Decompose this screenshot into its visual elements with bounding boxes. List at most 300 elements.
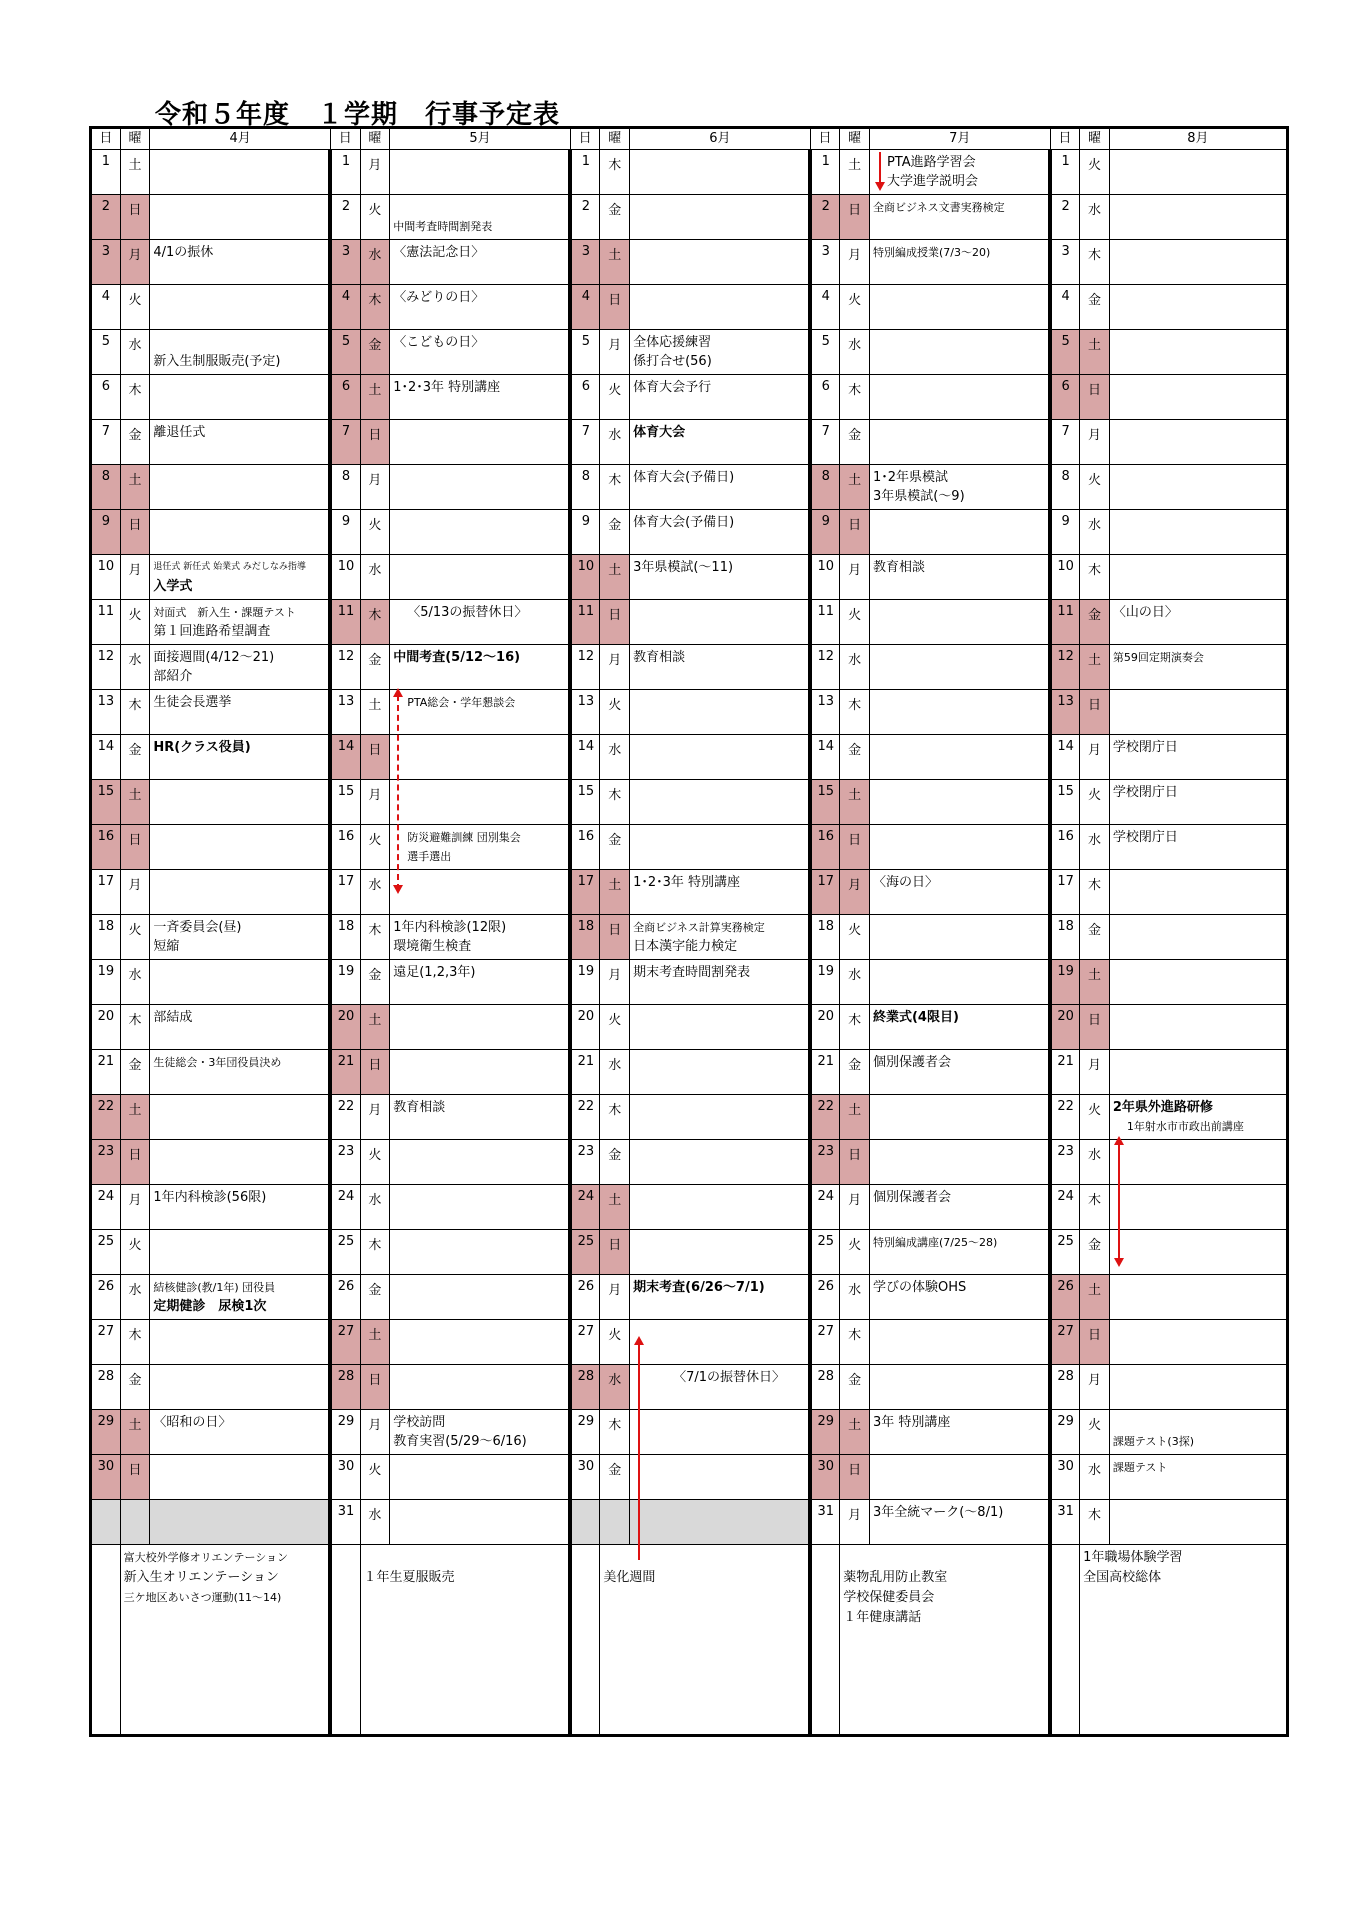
weekday: 土 bbox=[600, 870, 630, 915]
weekday: 土 bbox=[360, 1005, 390, 1050]
weekday: 日 bbox=[120, 195, 150, 240]
weekday: 月 bbox=[600, 330, 630, 375]
day-number: 6 bbox=[570, 375, 600, 420]
event-cell bbox=[1109, 195, 1287, 240]
day-number: 30 bbox=[91, 1455, 121, 1500]
day-number: 10 bbox=[810, 555, 840, 600]
event-cell bbox=[1109, 1230, 1287, 1275]
weekday: 火 bbox=[1080, 150, 1110, 195]
day-number: 20 bbox=[91, 1005, 121, 1050]
weekday: 木 bbox=[1080, 1500, 1110, 1545]
event-line: 学校閉庁日 bbox=[1112, 830, 1178, 845]
table-row bbox=[91, 375, 1288, 420]
day-number: 1 bbox=[570, 150, 600, 195]
event-line: 日本漢字能力検定 bbox=[633, 939, 738, 954]
event-line: 2年県外進路研修 bbox=[1112, 1100, 1213, 1115]
event-cell bbox=[390, 1005, 571, 1050]
weekday: 木 bbox=[840, 375, 870, 420]
weekday: 土 bbox=[120, 1410, 150, 1455]
day-number: 24 bbox=[1050, 1185, 1080, 1230]
day-number: 29 bbox=[1050, 1410, 1080, 1455]
day-number: 19 bbox=[91, 960, 121, 1005]
weekday: 水 bbox=[840, 645, 870, 690]
table-row bbox=[91, 960, 1288, 1005]
event-cell bbox=[150, 1365, 331, 1410]
event-cell bbox=[150, 780, 331, 825]
event-cell bbox=[1109, 1050, 1287, 1095]
event-line: 1･2･3年 特別講座 bbox=[633, 875, 741, 890]
day-number: 4 bbox=[91, 285, 121, 330]
weekday: 木 bbox=[600, 150, 630, 195]
footer-notes bbox=[120, 1545, 330, 1736]
weekday: 火 bbox=[1080, 780, 1110, 825]
event-line: 終業式(4限目) bbox=[872, 1010, 959, 1025]
event-cell bbox=[630, 735, 811, 780]
event-cell bbox=[630, 600, 811, 645]
event-cell bbox=[869, 1320, 1050, 1365]
event-cell bbox=[869, 870, 1050, 915]
event-line: 入学式 bbox=[153, 579, 193, 594]
event-cell bbox=[630, 420, 811, 465]
event-cell bbox=[1109, 1455, 1287, 1500]
day-number: 18 bbox=[91, 915, 121, 960]
table-row bbox=[91, 195, 1288, 240]
event-line: 中間考査時間割発表 bbox=[393, 220, 493, 233]
weekday: 日 bbox=[840, 510, 870, 555]
event-cell bbox=[390, 1185, 571, 1230]
event-line: 1年内科検診(12限) bbox=[393, 920, 507, 935]
day-number: 7 bbox=[330, 420, 360, 465]
weekday: 木 bbox=[600, 1410, 630, 1455]
weekday: 金 bbox=[840, 1365, 870, 1410]
event-line: 面接週間(4/12～21) bbox=[153, 650, 275, 665]
weekday: 月 bbox=[840, 240, 870, 285]
event-cell bbox=[390, 1410, 571, 1455]
event-line: 教育相談 bbox=[872, 560, 925, 575]
event-cell bbox=[1109, 1500, 1287, 1545]
weekday: 水 bbox=[120, 1275, 150, 1320]
arrow-down-icon bbox=[1114, 1258, 1124, 1267]
event-cell bbox=[630, 1050, 811, 1095]
weekday: 金 bbox=[600, 510, 630, 555]
weekday: 日 bbox=[360, 735, 390, 780]
day-number: 10 bbox=[570, 555, 600, 600]
event-line: 生徒総会・3年団役員決め bbox=[153, 1056, 282, 1069]
weekday: 金 bbox=[600, 195, 630, 240]
event-cell bbox=[869, 1500, 1050, 1545]
table-row bbox=[91, 1500, 1288, 1545]
event-cell bbox=[150, 600, 331, 645]
weekday: 土 bbox=[120, 1095, 150, 1140]
weekday: 土 bbox=[1080, 960, 1110, 1005]
table-row bbox=[91, 285, 1288, 330]
event-line: 第１回進路希望調査 bbox=[153, 624, 271, 639]
event-cell bbox=[630, 150, 811, 195]
arrow-down-icon bbox=[875, 182, 885, 191]
event-line: 学校閉庁日 bbox=[1112, 740, 1178, 755]
day-number: 26 bbox=[810, 1275, 840, 1320]
event-cell bbox=[630, 1140, 811, 1185]
weekday: 土 bbox=[360, 1320, 390, 1365]
day-number: 28 bbox=[330, 1365, 360, 1410]
event-cell bbox=[390, 915, 571, 960]
table-row bbox=[91, 420, 1288, 465]
weekday: 日 bbox=[840, 1455, 870, 1500]
header-day: 日 bbox=[570, 128, 600, 150]
day-number: 20 bbox=[810, 1005, 840, 1050]
event-line: 3年 特別講座 bbox=[872, 1415, 951, 1430]
weekday: 土 bbox=[600, 555, 630, 600]
event-cell bbox=[150, 330, 331, 375]
event-line: 学校訪問 bbox=[393, 1415, 446, 1430]
event-cell bbox=[390, 195, 571, 240]
weekday: 水 bbox=[1080, 510, 1110, 555]
event-cell bbox=[869, 375, 1050, 420]
event-cell bbox=[630, 960, 811, 1005]
event-line: 期末考査(6/26～7/1) bbox=[633, 1280, 765, 1295]
weekday: 木 bbox=[360, 600, 390, 645]
table-row bbox=[91, 1095, 1288, 1140]
weekday: 月 bbox=[360, 465, 390, 510]
event-cell bbox=[150, 240, 331, 285]
event-line: 対面式 新入生・課題テスト bbox=[153, 606, 296, 619]
table-row bbox=[91, 1410, 1288, 1455]
day-number: 19 bbox=[810, 960, 840, 1005]
event-cell bbox=[150, 1455, 331, 1500]
footer-note: 美化週間 bbox=[603, 1570, 656, 1585]
header-day: 日 bbox=[810, 128, 840, 150]
event-cell bbox=[390, 780, 571, 825]
weekday: 木 bbox=[120, 1005, 150, 1050]
schedule-table bbox=[89, 126, 1289, 1737]
weekday: 火 bbox=[600, 1320, 630, 1365]
page-title: 令和５年度 １学期 行事予定表 bbox=[155, 100, 561, 130]
event-cell bbox=[150, 690, 331, 735]
day-number: 29 bbox=[570, 1410, 600, 1455]
day-number: 5 bbox=[330, 330, 360, 375]
day-number: 7 bbox=[91, 420, 121, 465]
day-number: 18 bbox=[330, 915, 360, 960]
event-cell bbox=[390, 1365, 571, 1410]
day-number: 21 bbox=[810, 1050, 840, 1095]
event-cell bbox=[390, 600, 571, 645]
table-row bbox=[91, 1455, 1288, 1500]
header-weekday: 曜 bbox=[360, 128, 390, 150]
weekday: 月 bbox=[360, 150, 390, 195]
day-number: 21 bbox=[91, 1050, 121, 1095]
table-row bbox=[91, 555, 1288, 600]
weekday: 水 bbox=[360, 555, 390, 600]
day-number: 28 bbox=[810, 1365, 840, 1410]
footer-note: 全国高校総体 bbox=[1083, 1570, 1162, 1585]
weekday: 金 bbox=[360, 960, 390, 1005]
arrow-up-icon bbox=[634, 1336, 644, 1345]
weekday: 火 bbox=[600, 690, 630, 735]
event-line: 〈山の日〉 bbox=[1112, 605, 1178, 620]
day-number: 28 bbox=[570, 1365, 600, 1410]
day-number: 12 bbox=[91, 645, 121, 690]
footer-note: 薬物乱用防止教室 bbox=[843, 1570, 948, 1585]
weekday: 火 bbox=[840, 1230, 870, 1275]
event-cell bbox=[390, 285, 571, 330]
event-line: 課題テスト(3探) bbox=[1112, 1435, 1194, 1448]
day-number: 23 bbox=[330, 1140, 360, 1185]
event-cell bbox=[150, 555, 331, 600]
trip-range-line bbox=[1118, 1142, 1120, 1262]
day-number: 24 bbox=[810, 1185, 840, 1230]
event-line: 全商ビジネス文書実務検定 bbox=[872, 201, 1005, 214]
footer-note: 学校保健委員会 bbox=[843, 1590, 935, 1605]
day-number: 15 bbox=[570, 780, 600, 825]
event-line: 課題テスト bbox=[1112, 1461, 1168, 1474]
day-number: 15 bbox=[810, 780, 840, 825]
event-line: 〈5/13の振替休日〉 bbox=[407, 605, 528, 620]
weekday: 金 bbox=[360, 330, 390, 375]
day-number: 6 bbox=[810, 375, 840, 420]
event-cell bbox=[1109, 375, 1287, 420]
weekday: 日 bbox=[600, 285, 630, 330]
footer-row bbox=[91, 1545, 1288, 1736]
day-number: 1 bbox=[330, 150, 360, 195]
event-cell bbox=[1109, 915, 1287, 960]
table-row bbox=[91, 1185, 1288, 1230]
event-cell bbox=[390, 1455, 571, 1500]
table-row bbox=[91, 150, 1288, 195]
event-line: PTA総会・学年懇談会 bbox=[407, 696, 516, 709]
header-month-4: 4月 bbox=[150, 128, 331, 150]
event-cell bbox=[1109, 690, 1287, 735]
event-cell bbox=[150, 1005, 331, 1050]
weekday: 土 bbox=[840, 780, 870, 825]
event-cell bbox=[1109, 1140, 1287, 1185]
event-cell bbox=[1109, 780, 1287, 825]
day-number: 19 bbox=[1050, 960, 1080, 1005]
event-cell bbox=[630, 1005, 811, 1050]
weekday: 火 bbox=[120, 1230, 150, 1275]
weekday: 水 bbox=[840, 330, 870, 375]
day-number: 4 bbox=[810, 285, 840, 330]
day-number: 4 bbox=[330, 285, 360, 330]
weekday: 木 bbox=[840, 1005, 870, 1050]
weekday: 土 bbox=[840, 465, 870, 510]
day-number: 12 bbox=[810, 645, 840, 690]
event-cell bbox=[390, 690, 571, 735]
header-weekday: 曜 bbox=[1080, 128, 1110, 150]
day-number: 8 bbox=[570, 465, 600, 510]
event-cell bbox=[390, 375, 571, 420]
weekday: 木 bbox=[600, 1095, 630, 1140]
event-cell bbox=[1109, 1320, 1287, 1365]
event-cell bbox=[869, 960, 1050, 1005]
weekday: 日 bbox=[120, 825, 150, 870]
event-line: 生徒会長選挙 bbox=[153, 695, 232, 710]
event-cell bbox=[869, 780, 1050, 825]
table-row bbox=[91, 915, 1288, 960]
weekday: 火 bbox=[840, 285, 870, 330]
weekday: 水 bbox=[600, 735, 630, 780]
weekday: 火 bbox=[360, 1455, 390, 1500]
weekday: 土 bbox=[1080, 330, 1110, 375]
footer-spacer bbox=[91, 1545, 121, 1736]
day-number: 13 bbox=[570, 690, 600, 735]
event-line: 部紹介 bbox=[153, 669, 193, 684]
weekday: 日 bbox=[360, 1050, 390, 1095]
event-cell bbox=[390, 420, 571, 465]
weekday: 月 bbox=[120, 870, 150, 915]
event-cell bbox=[630, 195, 811, 240]
day-number: 16 bbox=[1050, 825, 1080, 870]
weekday: 水 bbox=[600, 1365, 630, 1410]
day-number: 2 bbox=[330, 195, 360, 240]
day-number: 23 bbox=[1050, 1140, 1080, 1185]
event-cell bbox=[1109, 825, 1287, 870]
header-day: 日 bbox=[330, 128, 360, 150]
arrow-up-icon bbox=[393, 688, 403, 697]
day-number: 14 bbox=[1050, 735, 1080, 780]
weekday: 木 bbox=[360, 285, 390, 330]
weekday: 火 bbox=[120, 285, 150, 330]
event-cell bbox=[869, 690, 1050, 735]
day-number: 12 bbox=[570, 645, 600, 690]
header-month-5: 5月 bbox=[390, 128, 571, 150]
weekday: 水 bbox=[1080, 825, 1110, 870]
weekday: 土 bbox=[1080, 1275, 1110, 1320]
day-number: 24 bbox=[570, 1185, 600, 1230]
day-number: 20 bbox=[330, 1005, 360, 1050]
event-cell bbox=[869, 465, 1050, 510]
event-cell bbox=[869, 1275, 1050, 1320]
weekday: 火 bbox=[600, 1005, 630, 1050]
event-cell bbox=[869, 1410, 1050, 1455]
event-line: 1･2･3年 特別講座 bbox=[393, 380, 501, 395]
event-cell bbox=[390, 870, 571, 915]
event-cell bbox=[1109, 510, 1287, 555]
weekday: 水 bbox=[600, 420, 630, 465]
event-line bbox=[153, 333, 326, 352]
header-day: 日 bbox=[91, 128, 121, 150]
event-cell bbox=[1109, 645, 1287, 690]
event-line: 中間考査(5/12～16) bbox=[393, 650, 521, 665]
event-line: 〈憲法記念日〉 bbox=[393, 245, 485, 260]
event-line: 期末考査時間割発表 bbox=[633, 965, 751, 980]
day-number: 8 bbox=[810, 465, 840, 510]
footer-note bbox=[364, 1548, 567, 1568]
weekday: 日 bbox=[120, 510, 150, 555]
day-number: 16 bbox=[570, 825, 600, 870]
day-number: 31 bbox=[810, 1500, 840, 1545]
weekday bbox=[120, 1500, 150, 1545]
weekday: 水 bbox=[120, 330, 150, 375]
day-number: 24 bbox=[91, 1185, 121, 1230]
weekday: 木 bbox=[120, 1320, 150, 1365]
event-cell bbox=[630, 285, 811, 330]
event-line: 環境衛生検査 bbox=[393, 939, 472, 954]
event-line: 短縮 bbox=[153, 939, 180, 954]
day-number: 31 bbox=[1050, 1500, 1080, 1545]
weekday: 金 bbox=[1080, 915, 1110, 960]
day-number: 13 bbox=[810, 690, 840, 735]
day-number: 5 bbox=[91, 330, 121, 375]
weekday: 火 bbox=[120, 915, 150, 960]
event-line: 1･2年県模試 bbox=[872, 470, 949, 485]
table-row bbox=[91, 1005, 1288, 1050]
event-cell bbox=[150, 1275, 331, 1320]
event-line: 体育大会(予備日) bbox=[633, 515, 735, 530]
event-cell bbox=[150, 510, 331, 555]
day-number: 14 bbox=[810, 735, 840, 780]
event-cell bbox=[630, 1230, 811, 1275]
table-row bbox=[91, 735, 1288, 780]
day-number: 30 bbox=[1050, 1455, 1080, 1500]
event-line: 選手選出 bbox=[407, 850, 452, 863]
event-line: 防災避難訓練 団別集会 bbox=[407, 831, 521, 844]
event-cell bbox=[630, 1410, 811, 1455]
day-number: 17 bbox=[330, 870, 360, 915]
day-number: 25 bbox=[91, 1230, 121, 1275]
weekday: 月 bbox=[360, 1095, 390, 1140]
day-number: 20 bbox=[1050, 1005, 1080, 1050]
day-number: 17 bbox=[1050, 870, 1080, 915]
event-cell bbox=[630, 510, 811, 555]
weekday: 火 bbox=[1080, 1410, 1110, 1455]
event-cell bbox=[150, 1500, 331, 1545]
event-cell bbox=[869, 915, 1050, 960]
weekday: 木 bbox=[840, 1320, 870, 1365]
event-cell bbox=[1109, 870, 1287, 915]
footer-note: 三ケ地区あいさつ運動(11～14) bbox=[123, 1591, 282, 1604]
event-cell bbox=[1109, 330, 1287, 375]
event-cell bbox=[869, 240, 1050, 285]
day-number: 27 bbox=[810, 1320, 840, 1365]
event-cell bbox=[869, 1455, 1050, 1500]
event-cell bbox=[1109, 1275, 1287, 1320]
weekday: 月 bbox=[840, 1500, 870, 1545]
event-line: 〈7/1の振替休日〉 bbox=[673, 1370, 786, 1385]
event-cell bbox=[390, 465, 571, 510]
weekday: 金 bbox=[600, 825, 630, 870]
table-row bbox=[91, 465, 1288, 510]
event-line: 特別編成授業(7/3～20) bbox=[872, 246, 991, 259]
day-number: 2 bbox=[1050, 195, 1080, 240]
event-cell bbox=[869, 330, 1050, 375]
event-cell bbox=[150, 1185, 331, 1230]
weekday: 月 bbox=[600, 645, 630, 690]
day-number: 4 bbox=[1050, 285, 1080, 330]
weekday: 日 bbox=[600, 1230, 630, 1275]
day-number: 26 bbox=[330, 1275, 360, 1320]
weekday: 水 bbox=[360, 1185, 390, 1230]
event-cell bbox=[150, 870, 331, 915]
day-number: 1 bbox=[1050, 150, 1080, 195]
footer-note: １年健康講話 bbox=[843, 1610, 922, 1625]
weekday: 月 bbox=[360, 780, 390, 825]
arrow-up-icon bbox=[1114, 1136, 1124, 1145]
footer-notes bbox=[1080, 1545, 1288, 1736]
event-line: 遠足(1,2,3年) bbox=[393, 965, 476, 980]
day-number: 10 bbox=[330, 555, 360, 600]
arrow-down-icon bbox=[393, 885, 403, 894]
weekday: 日 bbox=[840, 195, 870, 240]
footer-spacer bbox=[570, 1545, 600, 1736]
event-cell bbox=[869, 1365, 1050, 1410]
day-number: 6 bbox=[91, 375, 121, 420]
table-row bbox=[91, 1230, 1288, 1275]
table-row bbox=[91, 1320, 1288, 1365]
weekday: 日 bbox=[840, 1140, 870, 1185]
day-number: 16 bbox=[91, 825, 121, 870]
weekday: 火 bbox=[360, 195, 390, 240]
day-number: 13 bbox=[91, 690, 121, 735]
